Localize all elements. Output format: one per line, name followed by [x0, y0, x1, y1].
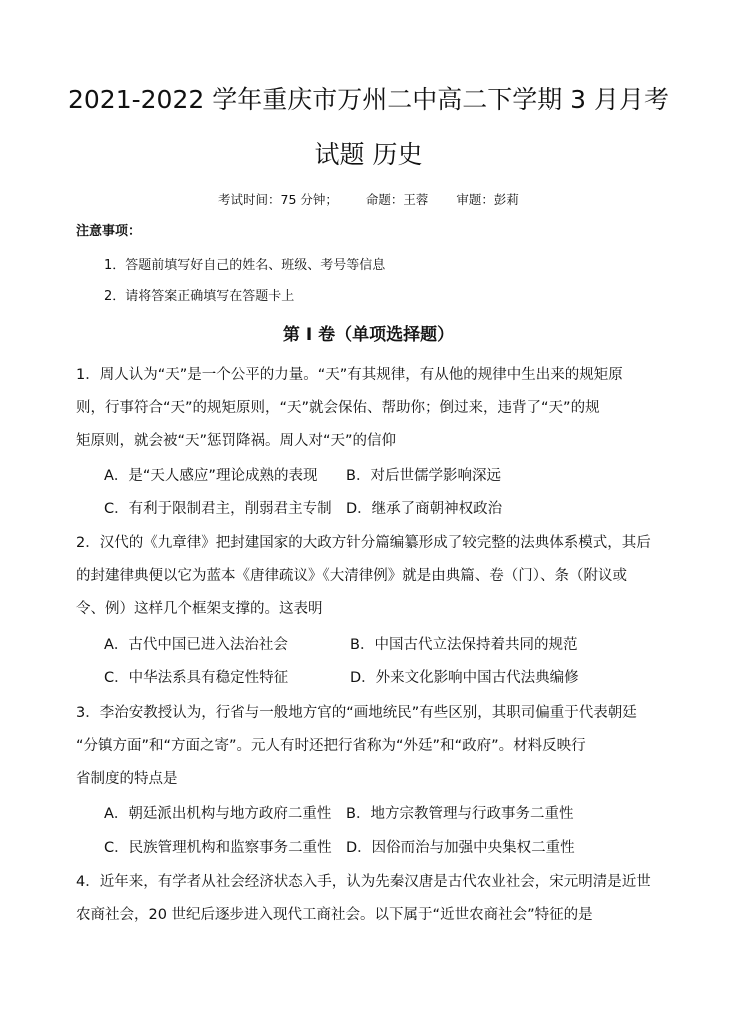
notice-item: 2．请将答案正确填写在答题卡上	[104, 289, 295, 304]
exam-title-line2: 试题 历史	[314, 140, 423, 169]
q2-option-c: C．中华法系具有稳定性特征	[104, 670, 289, 686]
q2-option-d: D．外来文化影响中国古代法典编修	[350, 670, 579, 686]
q3-option-a: A．朝廷派出机构与地方政府二重性	[104, 806, 332, 822]
q1-option-a: A．是“天人感应”理论成熟的表现	[104, 468, 318, 484]
question-2-stem	[76, 527, 666, 626]
q3-option-d: D．因俗而治与加强中央集权二重性	[346, 840, 575, 856]
q2-option-a: A．古代中国已进入法治社会	[104, 637, 288, 653]
q1-option-c: C．有利于限制君主，削弱君主专制	[104, 501, 332, 517]
section-title: 第 I 卷（单项选择题）	[282, 325, 455, 345]
notice-heading: 注意事项：	[76, 224, 142, 239]
q3-option-c: C．民族管理机构和监察事务二重性	[104, 840, 332, 856]
question-line: 令、例）这样几个框架支撑的。这表明	[76, 601, 323, 617]
question-3-stem	[76, 697, 666, 796]
q1-option-b: B．对后世儒学影响深远	[346, 468, 501, 484]
q3-option-b: B．地方宗教管理与行政事务二重性	[346, 806, 574, 822]
question-line: “分镇方面”和“方面之寄”。元人有时还把行省称为“外廷”和“政府”。材料反映行	[76, 738, 586, 754]
exam-author: 命题：王蓉	[365, 192, 429, 207]
exam-reviewer: 审题：彭莉	[456, 192, 519, 207]
question-line: 4．近年来，有学者从社会经济状态入手，认为先秦汉唐是古代农业社会，宋元明清是近世	[76, 874, 651, 890]
q1-option-d: D．继承了商朝神权政治	[346, 501, 503, 517]
question-line: 省制度的特点是	[76, 771, 178, 787]
q2-option-b: B．中国古代立法保持着共同的规范	[350, 637, 578, 653]
question-line: 的封建律典便以它为蓝本《唐律疏议》《大清律例》就是由典篇、卷（门）、条（附议或	[76, 568, 627, 584]
question-line: 矩原则，就会被“天”惩罚降祸。周人对“天”的信仰	[76, 433, 397, 449]
question-line: 则，行事符合“天”的规矩原则，“天”就会保佑、帮助你；倒过来，违背了“天”的规	[76, 400, 600, 416]
exam-meta	[0, 190, 737, 210]
question-line: 1．周人认为“天”是一个公平的力量。“天”有其规律，有从他的规律中生出来的规矩原	[76, 367, 623, 383]
question-1-stem	[76, 359, 666, 458]
question-4-stem	[76, 866, 666, 932]
question-line: 2．汉代的《九章律》把封建国家的大政方针分篇编纂形成了较完整的法典体系模式，其后	[76, 535, 651, 551]
question-line: 农商社会，20 世纪后逐步进入现代工商社会。以下属于“近世农商社会”特征的是	[76, 907, 593, 923]
exam-time: 考试时间：75 分钟；	[218, 192, 338, 207]
exam-title-line1: 2021-2022 学年重庆市万州二中高二下学期 3 月月考	[67, 85, 669, 114]
question-line: 3．李治安教授认为，行省与一般地方官的“画地统民”有些区别，其职司偏重于代表朝廷	[76, 705, 637, 721]
notice-item: 1．答题前填写好自己的姓名、班级、考号等信息	[104, 258, 386, 273]
